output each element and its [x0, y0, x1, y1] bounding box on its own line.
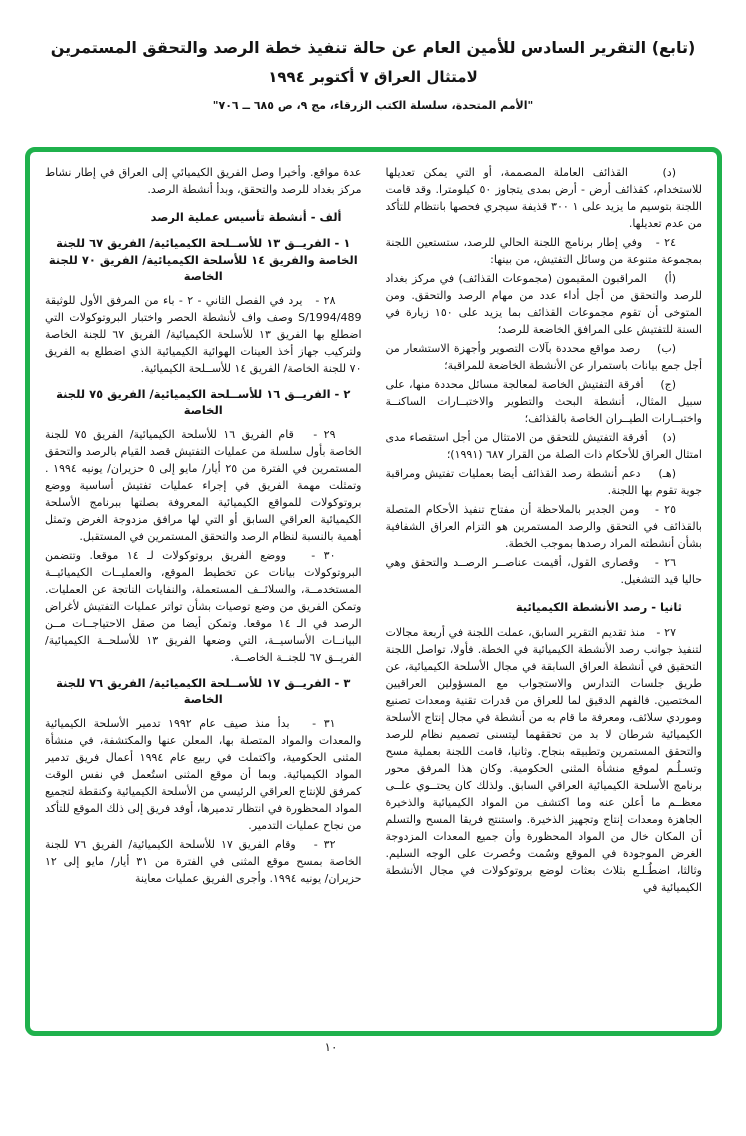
body-paragraph: ٣٢ - وقام الفريق ١٧ للأسلحة الكيميائية/ الفريق ٧٦ للجنة الخاصة بمسح موقع المثنى في الفترة من ٣١ أيار/ مايو إلى ١٢ حزيران/ يونيه ١٩٩٤. وأجرى الفريق عمليات معاينة [45, 837, 362, 885]
content-border-box [25, 147, 722, 1036]
body-paragraph: ٢٥ - ومن الجدير بالملاحظة أن مفتاح تنفيذ الأحكام المتصلة بالقذائف في التحقق والرصد المستمرين هو التزام العراق الشفافية بشأن أنشطته المراد رصدها بموجب الخطة. [385, 503, 702, 550]
subheading: ١ - الفريــق ١٣ للأســلحة الكيميائية/ الفريق ٦٧ للجنة الخاصة والفريق ١٤ للأسلحة الكيميائية/ الفريق ٧٠ للجنة الخاصة [48, 236, 358, 283]
body-paragraph: (ج) أفرقة التفتيش الخاصة لمعالجة مسائل محددة منها، على سبيل المثال، أنشطة البحث والتطوير والاختبــارات الساكنــة واختبــارات الطيــران الخاصة بالقذائف؛ [385, 378, 702, 425]
body-paragraph: (أ) المراقبون المقيمون (مجموعات القذائف) في مركز بغداد للرصد والتحقق من أجل أداء عدد من مهام الرصد والتحقق. ومن المتوخى أن تقوم مجموعات القذائف بما يزيد على ١٥٠ زيارة في السنة للتفتيش على المرافق الخاضعة للرصد؛ [385, 272, 702, 336]
column-right [386, 164, 703, 1019]
body-paragraph: (هـ) دعم أنشطة رصد القذائف أيضا بعمليات تفتيش ومراقبة جوية تقوم بها اللجنة. [385, 467, 702, 497]
body-paragraph: ٢٩ - قام الفريق ١٦ للأسلحة الكيميائية/ الفريق ٧٥ للجنة الخاصة بأول سلسلة من عمليات التفتيش قصد القيام بالرصد والتحقق المستمرين في الفترة من ٢٥ أيار/ مايو إلى ٥ حزيران/ يونيه ١٩٩٤ . وتمثلت مهمة الفريق في إجراء عمليات تفتيش أساسية ووضع بروتوكولات للمواقع الكيميائية المعروفة بصلتها ببرنامج الأسلحة الكيميائية العراقي السابق أو التي لها مرافق مزدوجة الغرض وتمثل أهمية بالنسبة لنظام الرصد والتحقق المستمرين في المستقبل. [45, 427, 362, 543]
report-title-line: (تابع) التقرير السادس للأمين العام عن حالة تنفيذ خطة الرصد والتحقق المستمرين [50, 38, 696, 57]
two-column-layout [45, 164, 702, 1019]
body-paragraph: ٢٨ - يرد في الفصل الثاني - ٢ - باء من المرفق الأول للوثيقة S/1994/489 وصف واف لأنشطة الحصر واختبار البروتوكولات التي اضطلع بها الفريق ١٣ للأسلحة الكيميائية/ الفريق ٦٧ للجنة الخاصة ولتركيب جهاز أخذ العينات الهوائية الكيميائية الذي اضطلع به الفريق ٧٠ للجنة الخاصة/ الفريق ١٤ للأســلحة الكيميائية. [45, 293, 362, 375]
body-paragraph: (د) القذائف العاملة المصممة، أو التي يمكن تعديلها للاستخدام، كقذائف أرض - أرض بمدى يتجاوز ٥٠ كيلومترا. وقد قامت اللجنة بتوسيم ما يزيد على ١ ٣٠٠ قذيفة سيجري فحصها بانتظام للتأكد من عدم تعديلها. [385, 166, 702, 230]
document-header [0, 36, 746, 112]
body-paragraph: ٢٧ - منذ تقديم التقرير السابق، عملت اللجنة في أربعة مجالات لتنفيذ جوانب رصد الأنشطة الكيميائية في الخطة. فأولا، تواصل اللجنة التحقيق في أنشطة العراق السابقة في مجال الأسلحة الكيميائية، عن طريق جلسات التدارس والاستجواب مع المسؤولين العراقيين المختصين. فالفهم الدقيق لما للعراق من قدرات تقنية ومعدات تصنيع وموردي سلائف، ومعرفة ما قام به من أنشطة في مجال إنتاج الأسلحة الكيميائية شرطان لا بد من تحققهما ليتسنى تصميم نظام للرصد والتحقق المستمرين وتطبيقه بنجاح. وثانيا، قامت اللجنة بعملية مسح وتسـلُـم لموقع منشأة المثنى الحكومية. وكان هذا المرفق محور برنامج الأسلحة الكيميائية العراقي السابق. ولذلك كان يحتــوي علــى معظــم ما أعلن عنه وما اكتشف من المواد الكيميائية والذخيرة الجاهزة ومعدات إنتاج وتجهيز الذخيرة. واستنتج فريقا المسح والتسلم أن المكان خال من المواد المحظورة وأن جميع المعدات المزدوجة الغرض الموجودة في الموقع وسُمت وحُصرت على الوجه السليم. وثالثا، اضطُـلـع بثلاث بعثات لوضع بروتوكولات في مجال الأنشطة الكيميائية في [385, 626, 702, 894]
body-paragraph: ٣١ - بدأ منذ صيف عام ١٩٩٢ تدمير الأسلحة الكيميائية والمعدات والمواد المتصلة بها، المعلن عنها والمكتشفة، في منشأة المثنى الحكومية، واكتملت في ربيع عام ١٩٩٤ أعمال فريق تدمير المواد الكيميائية. وبما أن موقع المثنى استُعمل في نفس الوقت كمرفق للإنتاج العراقي الرئيسي من الأسلحة الكيميائية وكنقطة لتجميع المواد المحظورة في انتظار تدميرها، أوفد فريق إلى ذلك الموقع للتأكد من نجاح عمليات التدمير. [45, 716, 362, 832]
body-paragraph: ٢٤ - وفي إطار برنامج اللجنة الحالي للرصد، ستستعين اللجنة بمجموعة متنوعة من وسائل التفتيش، من بينها: [385, 236, 702, 266]
subheading: ٣ - الفريــق ١٧ للأســلحة الكيميائية/ الفريق ٧٦ للجنة الخاصة [56, 675, 351, 706]
column-left [45, 164, 362, 1019]
source-note: "الأمم المتحدة، سلسلة الكتب الزرقاء، مج ٩، ص ٦٨٥ ــ ٧٠٦" [212, 99, 534, 112]
body-paragraph: (ب) رصد مواقع محددة بآلات التصوير وأجهزة الاستشعار من أجل جمع بيانات باستمرار عن الأنشطة الخاضعة للمراقبة؛ [385, 342, 702, 372]
body-paragraph: عدة مواقع. وأخيرا وصل الفريق الكيميائي إلى العراق في إطار نشاط مركز بغداد للرصد والتحقق، وبدأ أنشطة الرصد. [45, 166, 362, 196]
subheading: ٢ - الفريــق ١٦ للأســلحة الكيميائية/ الفريق ٧٥ للجنة الخاصة [56, 386, 351, 417]
body-paragraph: (د) أفرقة التفتيش للتحقق من الامتثال من أجل استقصاء مدى امتثال العراق للأحكام ذات الصلة من القرار ٦٨٧ (١٩٩١)؛ [385, 431, 702, 461]
body-paragraph: ٢٦ - وقصارى القول، أقيمت عناصــر الرصــد والتحقق وهي حاليا قيد التشغيل. [385, 556, 702, 586]
body-paragraph: ٣٠ - ووضع الفريق بروتوكولات لـ ١٤ موقعا. وتتضمن البروتوكولات بيانات عن تخطيط الموقع، والعمليــات الكيميائيــة المستخدمــة، والسلائــف المستعملة، والنفايات الناتجة عن العمليات. وتمكن الفريق من وضع توصيات بشأن تواتر عمليات التفتيش لأغراض الرصد في الـ ١٤ موقعا. وتمكن أيضا من صقل الاحتياجــات مــن البيانــات الأساسيــة، التي وضعها الفريق ١٣ للأسلحــة الكيميائية/ الفريــق ٦٧ للجنــة الخاصــة. [45, 548, 362, 664]
section-heading: ألف - أنشطة تأسيس عملية الرصد [150, 210, 342, 224]
report-subtitle-line: لامتثال العراق ٧ أكتوبر ١٩٩٤ [268, 68, 478, 86]
page-number: ١٠ [324, 1040, 338, 1054]
section-heading: ثانيا - رصد الأنشطة الكيميائية [515, 600, 682, 614]
